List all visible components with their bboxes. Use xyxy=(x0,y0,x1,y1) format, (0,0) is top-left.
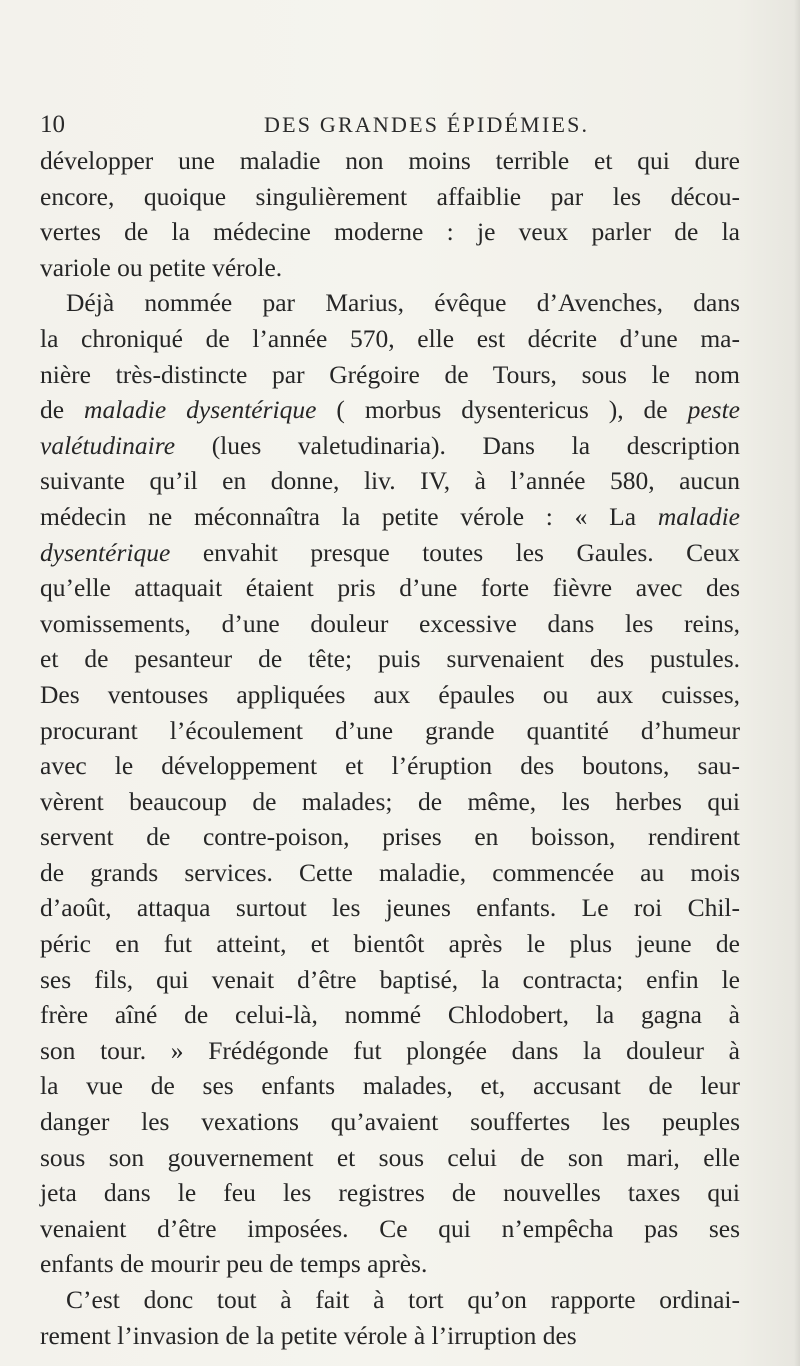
page-header xyxy=(40,111,740,141)
running-title: DES GRANDES ÉPIDÉMIES. xyxy=(264,112,590,137)
italic-term: peste xyxy=(687,395,740,425)
text-line: vomissements, d’une douleur excessive dans les reins, xyxy=(40,608,740,638)
italic-term: maladie xyxy=(657,501,740,531)
text-line: rement l’invasion de la petite vérole à l’irruption des xyxy=(40,1320,577,1350)
text-line: médecin ne méconnaîtra la petite vérole : « La maladie xyxy=(40,501,740,531)
text-line: variole ou petite vérole. xyxy=(40,252,283,282)
text-line: développer une maladie non moins terrible et qui dure xyxy=(40,146,740,175)
body-text xyxy=(40,143,740,1353)
text-line: Des ventouses appliquées aux épaules ou aux cuisses, xyxy=(40,679,740,709)
text-line: la chroniqué de l’année 570, elle est décrite d’une ma- xyxy=(40,323,740,353)
text-line: venaient d’être imposées. Ce qui n’empêcha pas ses xyxy=(40,1213,740,1243)
text-line: nière très-distincte par Grégoire de Tours, sous le nom xyxy=(40,359,740,389)
text-line: suivante qu’il en donne, liv. IV, à l’année 580, aucun xyxy=(40,466,740,496)
text-line: procurant l’écoulement d’une grande quantité d’humeur xyxy=(40,715,740,745)
page-number: 10 xyxy=(40,111,65,138)
text-line: la vue de ses enfants malades, et, accusant de leur xyxy=(40,1071,740,1101)
text-line: jeta dans le feu les registres de nouvelles taxes qui xyxy=(40,1178,740,1208)
text-line: qu’elle attaquait étaient pris d’une forte fièvre avec des xyxy=(40,573,740,603)
text-line: péric en fut atteint, et bientôt après le plus jeune de xyxy=(40,929,740,959)
text-line: dysentérique envahit presque toutes les Gaules. Ceux xyxy=(40,537,740,567)
paragraph-start-line: Déjà nommée par Marius, évêque d’Avenches, dans xyxy=(66,288,740,318)
text-line: vertes de la médecine moderne : je veux parler de la xyxy=(40,217,740,247)
text-line: vèrent beaucoup de malades; de même, les herbes qui xyxy=(40,786,740,816)
paragraph-start-line: C’est donc tout à fait à tort qu’on rapporte ordinai- xyxy=(66,1285,740,1314)
text-line: encore, quoique singulièrement affaiblie par les décou- xyxy=(40,181,740,211)
italic-term: dysentérique xyxy=(40,537,171,567)
text-line: sous son gouvernement et sous celui de son mari, elle xyxy=(40,1142,740,1172)
italic-term: maladie dysentérique xyxy=(84,395,317,425)
text-line: ses fils, qui venait d’être baptisé, la contracta; enfin le xyxy=(40,964,740,994)
text-line: servent de contre-poison, prises en boisson, rendirent xyxy=(40,822,740,852)
text-line: de grands services. Cette maladie, commencée au mois xyxy=(40,857,740,887)
text-line: avec le développement et l’éruption des boutons, sau- xyxy=(40,751,740,781)
text-line: enfants de mourir peu de temps après. xyxy=(40,1249,428,1279)
text-line: danger les vexations qu’avaient souffertes les peuples xyxy=(40,1107,740,1137)
text-line: et de pesanteur de tête; puis survenaient des pustules. xyxy=(40,644,740,674)
text-line: de maladie dysentérique ( morbus dysentericus ), de peste xyxy=(40,395,740,425)
page-edge-shadow xyxy=(794,0,800,1366)
text-line: son tour. » Frédégonde fut plongée dans la douleur à xyxy=(40,1035,740,1065)
italic-term: valétudinaire xyxy=(40,430,176,460)
text-line: valétudinaire (lues valetudinaria). Dans la description xyxy=(40,430,740,460)
text-line: d’août, attaqua surtout les jeunes enfants. Le roi Chil- xyxy=(40,893,740,923)
text-line: frère aîné de celui-là, nommé Chlodobert, la gagna à xyxy=(40,1000,740,1030)
